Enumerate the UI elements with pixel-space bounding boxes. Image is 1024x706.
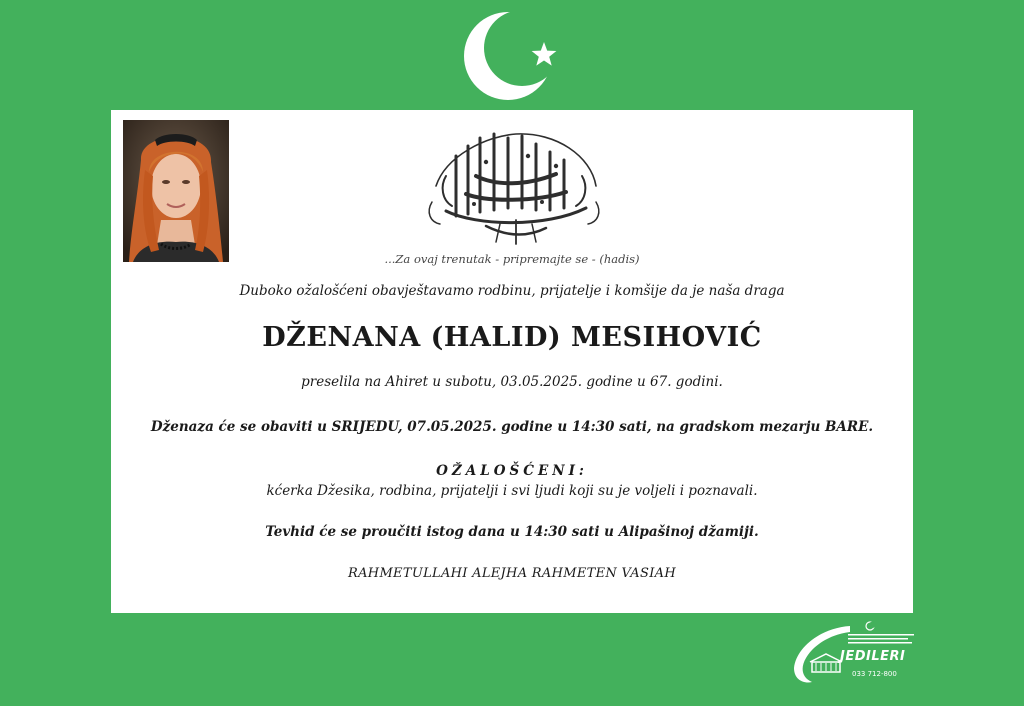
intro-text: Duboko ožalošćeni obavještavamo rodbinu, prijatelje i komšije da je naša draga <box>239 283 785 299</box>
tevhid-details: Tevhid će se proučiti istog dana u 14:30 sati u Alipašinoj džamiji. <box>265 524 759 540</box>
deceased-name: DŽENANA (HALID) MESIHOVIĆ <box>262 322 762 353</box>
logo-phone: 033 712-800 <box>852 670 897 678</box>
obituary-card <box>111 110 913 613</box>
arabic-calligraphy-icon <box>416 116 611 251</box>
passing-details: preselila na Ahiret u subotu, 03.05.2025. godine u 67. godini. <box>301 374 723 390</box>
mourners-list: kćerka Džesika, rodbina, prijatelji i svi ljudi koji su je voljeli i poznavali. <box>266 483 758 499</box>
mourners-heading: OŽALOŠĆENI: <box>436 463 588 479</box>
hadis-quote: ...Za ovaj trenutak - pripremajte se - (hadis) <box>384 252 640 266</box>
funeral-details: Dženaza će se obaviti u SRIJEDU, 07.05.2025. godine u 14:30 sati, na gradskom mezarju BARE. <box>150 419 874 435</box>
logo-name: JEDILERI <box>840 649 906 664</box>
portrait-photo <box>123 120 229 262</box>
closing-prayer: RAHMETULLAHI ALEJHA RAHMETEN VASIAH <box>348 566 676 581</box>
crescent-star-icon <box>460 8 570 108</box>
